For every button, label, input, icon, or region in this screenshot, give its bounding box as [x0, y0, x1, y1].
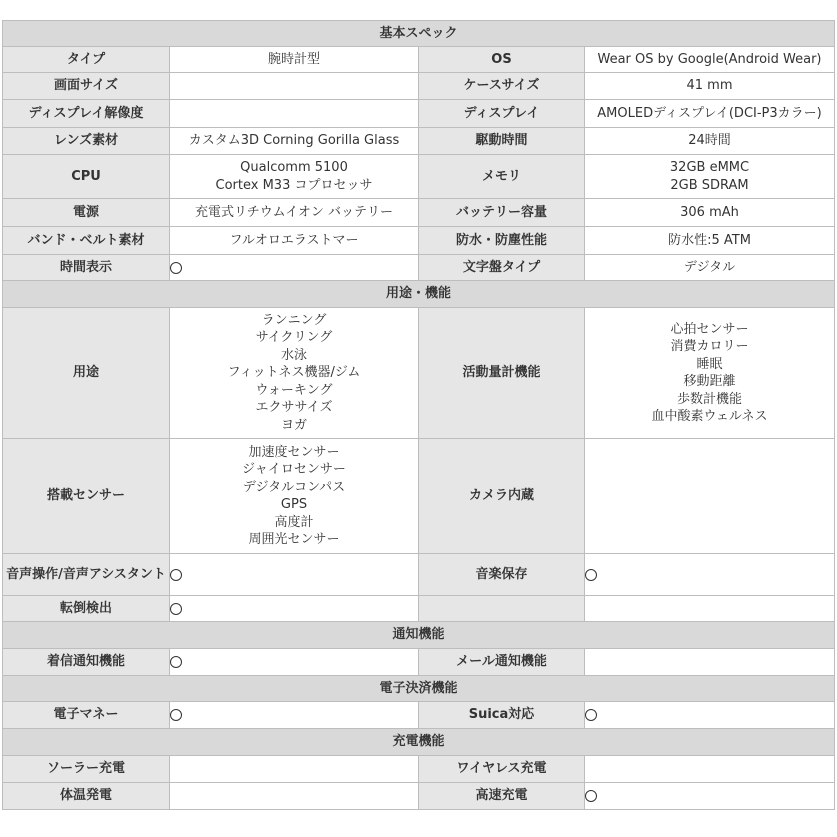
- spec-label: 音声操作/音声アシスタント: [3, 554, 170, 596]
- spec-label: 体温発電: [3, 783, 170, 810]
- table-row: [3, 227, 835, 255]
- spec-value: [585, 308, 835, 439]
- spec-value: [585, 199, 835, 227]
- spec-value-line: 高度計: [274, 514, 314, 530]
- spec-label: CPU: [3, 155, 170, 199]
- supported-circle-icon: [170, 262, 182, 274]
- spec-value: [170, 199, 419, 227]
- spec-value: [170, 128, 419, 155]
- section-header: 基本スペック: [3, 21, 835, 47]
- spec-value: [585, 439, 835, 554]
- table-row: [3, 596, 835, 622]
- spec-label: メール通知機能: [419, 649, 585, 676]
- spec-value: [170, 155, 419, 199]
- spec-value-line: ジャイロセンサー: [242, 462, 346, 477]
- spec-label: Suica対応: [419, 702, 585, 729]
- spec-label: ソーラー充電: [3, 756, 170, 783]
- section-header: 通知機能: [3, 622, 835, 649]
- section-header: 用途・機能: [3, 281, 835, 308]
- spec-value-line: 周囲光センサー: [248, 532, 340, 547]
- spec-value-line: サイクリング: [255, 330, 333, 346]
- spec-value-line: 防水性:5 ATM: [668, 232, 751, 248]
- spec-value-line: Cortex M33 コプロセッサ: [215, 177, 373, 193]
- table-row: [3, 199, 835, 227]
- spec-value: [585, 596, 835, 622]
- table-row: [3, 308, 835, 439]
- spec-value-line: 移動距離: [683, 374, 736, 389]
- spec-value-line: Qualcomm 5100: [240, 160, 348, 175]
- spec-label: 画面サイズ: [3, 73, 170, 100]
- spec-value-line: 腕時計型: [267, 51, 320, 67]
- spec-label: 電子マネー: [3, 702, 170, 729]
- spec-label: 転倒検出: [3, 596, 170, 622]
- table-row: [3, 155, 835, 199]
- spec-value-line: デジタルコンパス: [242, 479, 346, 495]
- spec-table: [2, 20, 835, 810]
- spec-value-line: 41 mm: [686, 78, 733, 94]
- supported-circle-icon: [170, 709, 182, 721]
- table-row: [3, 73, 835, 100]
- table-row: [3, 554, 835, 596]
- spec-label: レンズ素材: [3, 128, 170, 155]
- table-row: [3, 47, 835, 73]
- spec-value-line: 消費カロリー: [670, 339, 749, 354]
- spec-value: [170, 783, 419, 810]
- spec-value-line: GPS: [280, 497, 308, 512]
- spec-label: 文字盤タイプ: [419, 255, 585, 281]
- spec-value: [585, 155, 835, 199]
- table-row: [3, 756, 835, 783]
- spec-value: [170, 47, 419, 73]
- spec-label: 高速充電: [419, 783, 585, 810]
- spec-label: OS: [419, 47, 585, 73]
- spec-label: ケースサイズ: [419, 73, 585, 100]
- spec-value: [585, 100, 835, 128]
- spec-label: 活動量計機能: [419, 308, 585, 439]
- spec-value-line: 306 mAh: [680, 204, 739, 220]
- spec-value-line: ヨガ: [280, 417, 307, 433]
- spec-value-line: ランニング: [261, 312, 327, 328]
- spec-label: 着信通知機能: [3, 649, 170, 676]
- spec-value-line: デジタル: [683, 259, 736, 275]
- spec-value: [585, 554, 835, 596]
- spec-value: [170, 649, 419, 676]
- spec-value: [170, 554, 419, 596]
- spec-value-line: 心拍センサー: [670, 321, 749, 337]
- spec-value: [585, 255, 835, 281]
- spec-value: [585, 702, 835, 729]
- spec-value-line: 睡眠: [696, 356, 723, 372]
- spec-value-line: 水泳: [280, 347, 307, 363]
- spec-value: [585, 783, 835, 810]
- spec-value-line: フルオロエラストマー: [229, 232, 359, 248]
- spec-label: ディスプレイ解像度: [3, 100, 170, 128]
- section-header: 充電機能: [3, 729, 835, 756]
- spec-value: [170, 439, 419, 554]
- spec-value: [170, 227, 419, 255]
- spec-value: [170, 73, 419, 100]
- spec-value-line: Wear OS by Google(Android Wear): [597, 51, 822, 67]
- spec-value: [585, 227, 835, 255]
- spec-value-line: 加速度センサー: [248, 444, 340, 460]
- table-row: [3, 649, 835, 676]
- spec-label: 防水・防塵性能: [419, 227, 585, 255]
- spec-value-line: ウォーキング: [255, 382, 333, 398]
- spec-value: [585, 47, 835, 73]
- spec-value-line: カスタム3D Corning Gorilla Glass: [188, 133, 400, 149]
- spec-value-line: 血中酸素ウェルネス: [651, 409, 768, 424]
- spec-value-line: 2GB SDRAM: [670, 177, 749, 193]
- spec-label: 搭載センサー: [3, 439, 170, 554]
- spec-label: [419, 596, 585, 622]
- table-row: [3, 702, 835, 729]
- spec-label: バッテリー容量: [419, 199, 585, 227]
- supported-circle-icon: [585, 709, 597, 721]
- supported-circle-icon: [170, 656, 182, 668]
- spec-label: ワイヤレス充電: [419, 756, 585, 783]
- spec-label: ディスプレイ: [419, 100, 585, 128]
- spec-value: [170, 596, 419, 622]
- section-header: 電子決済機能: [3, 676, 835, 702]
- spec-value-line: AMOLEDディスプレイ(DCI-P3カラー): [597, 105, 822, 121]
- spec-value-line: 24時間: [688, 133, 731, 149]
- spec-value: [170, 255, 419, 281]
- spec-value-line: 32GB eMMC: [669, 160, 750, 175]
- spec-value: [585, 128, 835, 155]
- spec-value: [585, 756, 835, 783]
- spec-label: 電源: [3, 199, 170, 227]
- spec-value-line: フィットネス機器/ジム: [227, 365, 361, 381]
- spec-label: タイプ: [3, 47, 170, 73]
- spec-value-line: 歩数計機能: [677, 391, 743, 407]
- spec-value: [170, 756, 419, 783]
- table-row: [3, 255, 835, 281]
- spec-value-line: エクササイズ: [255, 400, 333, 416]
- supported-circle-icon: [585, 790, 597, 802]
- supported-circle-icon: [170, 569, 182, 581]
- table-row: [3, 439, 835, 554]
- spec-label: 時間表示: [3, 255, 170, 281]
- supported-circle-icon: [585, 569, 597, 581]
- spec-value: [170, 702, 419, 729]
- table-row: [3, 100, 835, 128]
- spec-value: [585, 649, 835, 676]
- spec-value-line: 充電式リチウムイオン バッテリー: [194, 204, 394, 220]
- spec-label: 駆動時間: [419, 128, 585, 155]
- table-row: [3, 128, 835, 155]
- supported-circle-icon: [170, 603, 182, 615]
- spec-value: [585, 73, 835, 100]
- spec-label: カメラ内蔵: [419, 439, 585, 554]
- spec-label: 音楽保存: [419, 554, 585, 596]
- table-row: [3, 783, 835, 810]
- spec-value: [170, 100, 419, 128]
- spec-label: バンド・ベルト素材: [3, 227, 170, 255]
- spec-label: 用途: [3, 308, 170, 439]
- spec-label: メモリ: [419, 155, 585, 199]
- spec-value: [170, 308, 419, 439]
